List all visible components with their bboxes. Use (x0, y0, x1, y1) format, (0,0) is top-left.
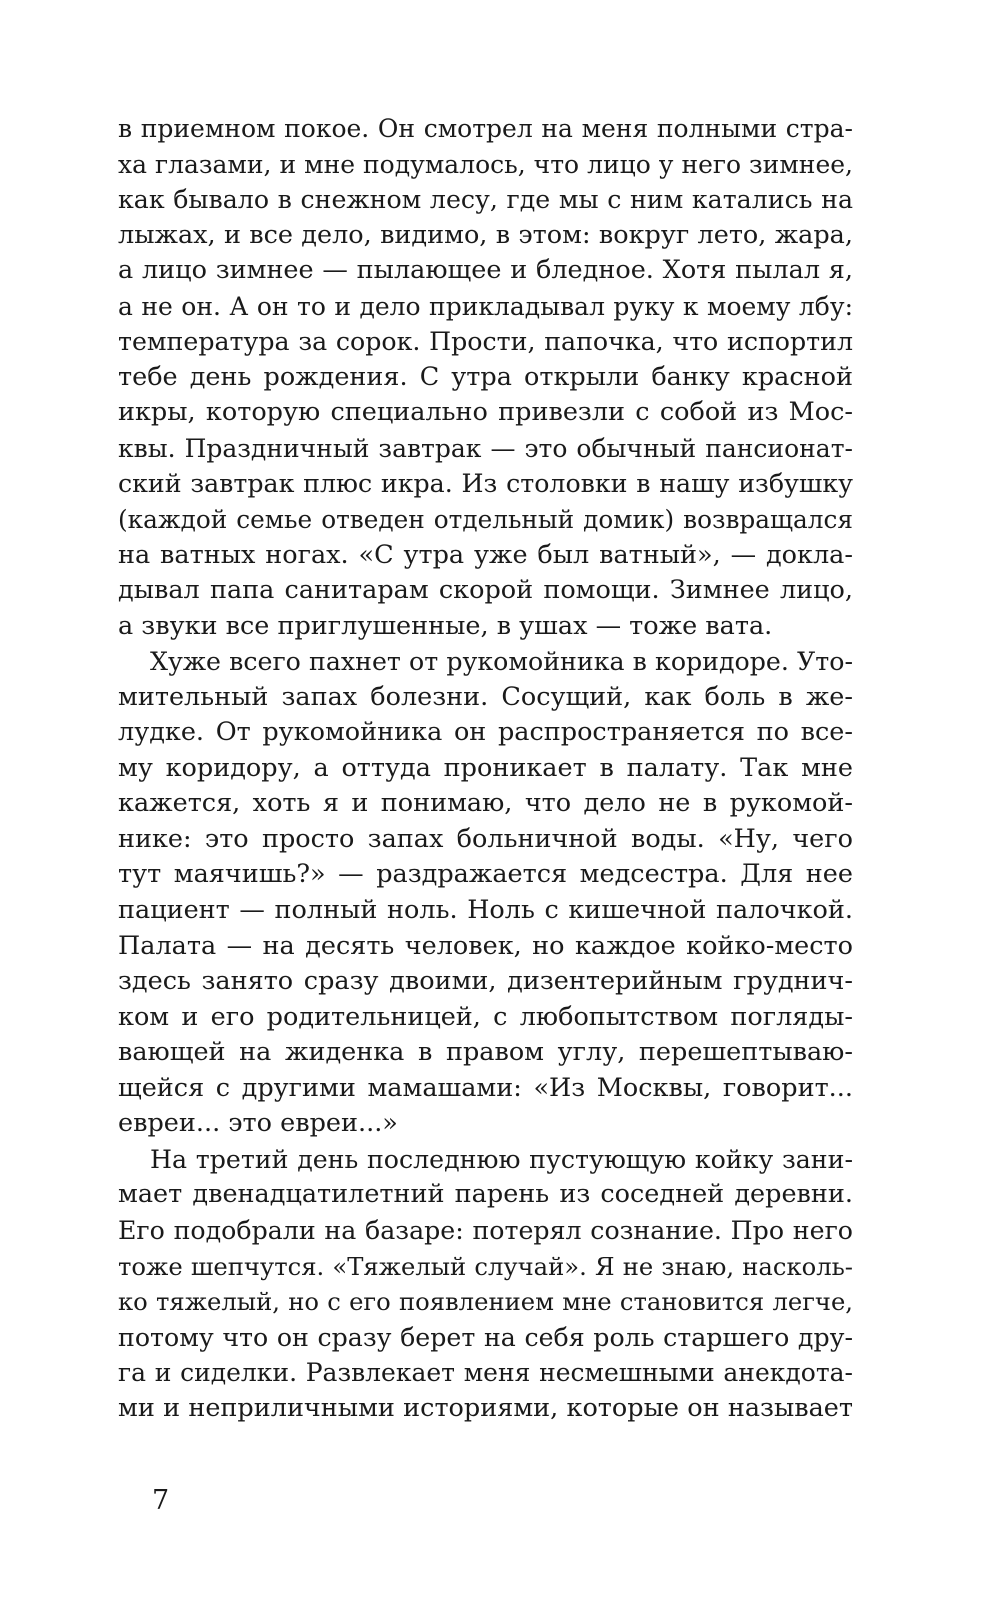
text-line: ский завтрак плюс икра. Из столовки в нашу избушку (118, 469, 853, 499)
text-line: температура за сорок. Прости, папочка, что испортил (118, 327, 853, 357)
text-line: тебе день рождения. С утра открыли банку красной (118, 361, 853, 392)
text-line: мает двенадцатилетний парень из соседней деревни. (118, 1179, 853, 1210)
text-line: нике: это просто запах больничной воды. «Ну, чего (118, 823, 853, 854)
text-line: потому что он сразу берет на себя роль старшего дру- (118, 1322, 853, 1352)
text-line: как бывало в снежном лесу, где мы с ним катались на (118, 185, 853, 215)
text-line: здесь занято сразу двоими, дизентерийным груднич- (118, 966, 853, 997)
text-line: ко тяжелый, но с его появлением мне становится легче, (118, 1287, 853, 1317)
text-line: мительный запах болезни. Сосущий, как боль в же- (118, 681, 853, 712)
text-line: (каждой семье отведен отдельный домик) возвращался (118, 505, 853, 535)
text-line: лудке. От рукомойника он распространяется по все- (118, 717, 853, 748)
text-line: дывал папа санитарам скорой помощи. Зимнее лицо, (118, 575, 853, 606)
text-line: на ватных ногах. «С утра уже был ватный», — докла- (118, 539, 853, 570)
text-line: а лицо зимнее — пылающее и бледное. Хотя пылал я, (118, 255, 853, 286)
text-line: га и сиделки. Развлекает меня несмешными анекдота- (118, 1358, 853, 1388)
text-line: лыжах, и все дело, видимо, в этом: вокруг лето, жара, (118, 219, 853, 250)
text-line: а звуки все приглушенные, в ушах — тоже вата. (118, 610, 773, 641)
text-line: а не он. А он то и дело прикладывал руку к моему лбу: (118, 291, 853, 321)
text-line: Хуже всего пахнет от рукомойника в коридоре. Уто- (150, 647, 853, 677)
text-line: пациент — полный ноль. Ноль с кишечной палочкой. (118, 895, 853, 926)
text-line: Его подобрали на базаре: потерял сознание. Про него (118, 1215, 853, 1245)
text-line: Палата — на десять человек, но каждое койко-место (118, 930, 853, 961)
text-line: ми и неприличными историями, которые он называет (118, 1392, 853, 1423)
text-line: евреи... это евреи...» (118, 1108, 398, 1139)
text-line: вающей на жиденка в правом углу, перешептываю- (118, 1037, 853, 1068)
text-line: квы. Праздничный завтрак — это обычный пансионат- (118, 433, 853, 463)
text-line: тоже шепчутся. «Тяжелый случай». Я не знаю, насколь- (118, 1251, 853, 1281)
body-text (118, 111, 853, 1426)
text-line: ха глазами, и мне подумалось, что лицо у него зимнее, (118, 149, 853, 179)
text-line: му коридору, а оттуда проникает в палату. Так мне (118, 752, 853, 783)
text-line: тут маячишь?» — раздражается медсестра. Для нее (118, 859, 853, 890)
text-line: На третий день последнюю пустующую койку зани- (150, 1144, 853, 1174)
text-line: икры, которую специально привезли с собой из Мос- (118, 397, 853, 428)
text-line: ком и его родительницей, с любопытством погляды- (118, 1001, 853, 1032)
page-number: 7 (152, 1485, 170, 1516)
text-line: щейся с другими мамашами: «Из Москвы, говорит... (118, 1072, 853, 1103)
text-line: в приемном покое. Он смотрел на меня полными стра- (118, 114, 853, 143)
text-line: кажется, хоть я и понимаю, что дело не в рукомой- (118, 788, 853, 819)
